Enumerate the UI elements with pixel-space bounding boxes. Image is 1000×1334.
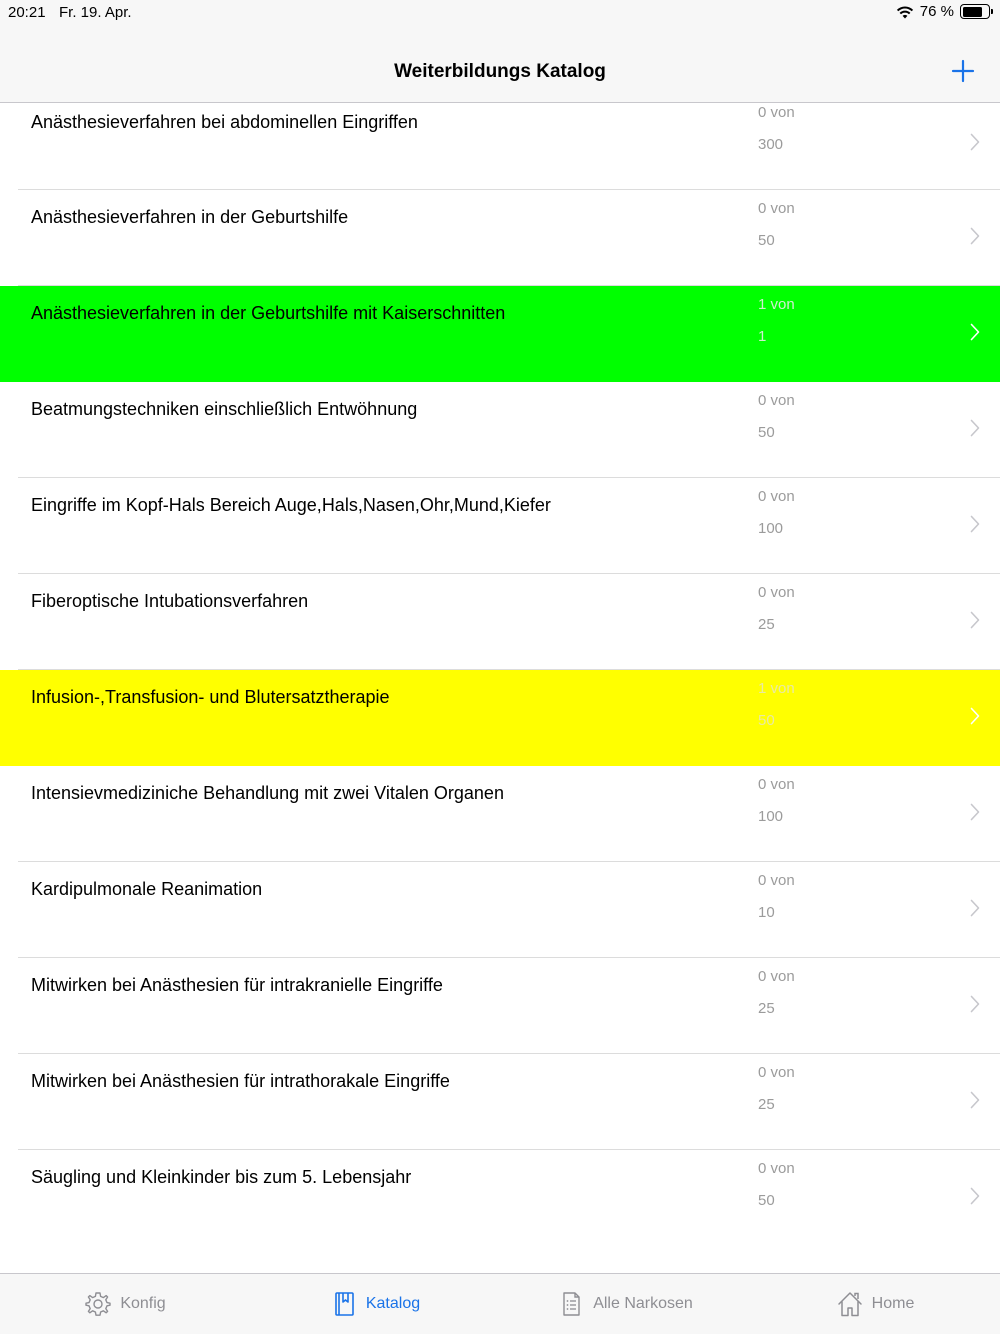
chevron-right-icon bbox=[970, 611, 980, 629]
catalog-row[interactable] bbox=[0, 1054, 1000, 1150]
row-count: 0 von bbox=[758, 872, 795, 889]
row-title: Anästhesieverfahren bei abdominellen Eingriffen bbox=[31, 112, 418, 132]
row-count: 1 von bbox=[758, 296, 795, 313]
page-title: Weiterbildungs Katalog bbox=[394, 61, 606, 82]
catalog-row[interactable] bbox=[0, 670, 1000, 766]
add-button[interactable] bbox=[948, 56, 978, 86]
row-total: 50 bbox=[758, 712, 775, 729]
status-date: Fr. 19. Apr. bbox=[59, 4, 132, 21]
row-total: 300 bbox=[758, 136, 784, 153]
navigation-bar bbox=[0, 42, 1000, 103]
chevron-right-icon bbox=[970, 803, 980, 821]
tab-label: Home bbox=[871, 1295, 915, 1312]
row-count: 1 von bbox=[758, 680, 795, 697]
catalog-row[interactable] bbox=[0, 286, 1000, 382]
catalog-row[interactable] bbox=[0, 478, 1000, 574]
row-total: 1 bbox=[758, 328, 767, 345]
row-title: Eingriffe im Kopf-Hals Bereich Auge,Hals,Nasen,Ohr,Mund,Kiefer bbox=[31, 495, 551, 515]
status-time: 20:21 bbox=[8, 4, 46, 21]
catalog-row[interactable] bbox=[0, 190, 1000, 286]
chevron-right-icon bbox=[970, 515, 980, 533]
row-count: 0 von bbox=[758, 392, 795, 409]
tab-konfig[interactable] bbox=[0, 1274, 250, 1334]
row-total: 100 bbox=[758, 808, 784, 825]
home-icon bbox=[836, 1290, 864, 1318]
chevron-right-icon bbox=[970, 133, 980, 151]
book-icon bbox=[330, 1290, 358, 1318]
row-title: Mitwirken bei Anästhesien für intrakranielle Eingriffe bbox=[31, 975, 443, 995]
row-total: 50 bbox=[758, 232, 775, 249]
catalog-row[interactable] bbox=[0, 958, 1000, 1054]
chevron-right-icon bbox=[970, 899, 980, 917]
chevron-right-icon bbox=[970, 1187, 980, 1205]
chevron-right-icon bbox=[970, 323, 980, 341]
row-total: 50 bbox=[758, 1192, 775, 1209]
tab-label: Konfig bbox=[120, 1295, 166, 1312]
row-total: 25 bbox=[758, 616, 775, 633]
row-total: 10 bbox=[758, 904, 775, 921]
row-title: Intensievmediziniche Behandlung mit zwei Vitalen Organen bbox=[31, 783, 504, 803]
row-total: 25 bbox=[758, 1096, 775, 1113]
row-total: 100 bbox=[758, 520, 784, 537]
row-count: 0 von bbox=[758, 1064, 795, 1081]
row-total: 50 bbox=[758, 424, 775, 441]
catalog-list[interactable] bbox=[0, 103, 1000, 1273]
catalog-row[interactable] bbox=[0, 1150, 1000, 1246]
plus-icon bbox=[953, 61, 973, 81]
battery-icon bbox=[960, 4, 990, 19]
row-title: Mitwirken bei Anästhesien für intrathorakale Eingriffe bbox=[31, 1071, 450, 1091]
chevron-right-icon bbox=[970, 419, 980, 437]
list-document-icon bbox=[557, 1290, 585, 1318]
chevron-right-icon bbox=[970, 995, 980, 1013]
row-count: 0 von bbox=[758, 968, 795, 985]
row-title: Fiberoptische Intubationsverfahren bbox=[31, 591, 309, 611]
row-title: Anästhesieverfahren in der Geburtshilfe mit Kaiserschnitten bbox=[31, 303, 506, 323]
row-title: Säugling und Kleinkinder bis zum 5. Lebensjahr bbox=[31, 1167, 412, 1187]
row-title: Kardipulmonale Reanimation bbox=[31, 879, 263, 899]
catalog-row[interactable] bbox=[0, 574, 1000, 670]
status-bar bbox=[0, 0, 1000, 42]
tab-label: Katalog bbox=[365, 1295, 421, 1312]
row-title: Beatmungstechniken einschließlich Entwöhnung bbox=[31, 399, 418, 419]
catalog-row[interactable] bbox=[0, 103, 1000, 190]
chevron-right-icon bbox=[970, 707, 980, 725]
battery-percent: 76 % bbox=[919, 3, 954, 20]
tab-home[interactable] bbox=[750, 1274, 1000, 1334]
catalog-row[interactable] bbox=[0, 766, 1000, 862]
row-count: 0 von bbox=[758, 776, 795, 793]
tab-bar bbox=[0, 1273, 1000, 1334]
gear-icon bbox=[84, 1290, 112, 1318]
row-count: 0 von bbox=[758, 1160, 795, 1177]
catalog-row[interactable] bbox=[0, 862, 1000, 958]
tab-label: Alle Narkosen bbox=[593, 1295, 693, 1312]
chevron-right-icon bbox=[970, 227, 980, 245]
tab-alle-narkosen[interactable] bbox=[500, 1274, 750, 1334]
catalog-row[interactable] bbox=[0, 382, 1000, 478]
status-right bbox=[896, 3, 990, 20]
row-count: 0 von bbox=[758, 104, 795, 121]
row-count: 0 von bbox=[758, 200, 795, 217]
row-title: Anästhesieverfahren in der Geburtshilfe bbox=[31, 207, 349, 227]
tab-katalog[interactable] bbox=[250, 1274, 500, 1334]
chevron-right-icon bbox=[970, 1091, 980, 1109]
row-count: 0 von bbox=[758, 488, 795, 505]
row-title: Infusion-,Transfusion- und Blutersatztherapie bbox=[31, 687, 390, 707]
row-count: 0 von bbox=[758, 584, 795, 601]
row-total: 25 bbox=[758, 1000, 775, 1017]
wifi-icon bbox=[896, 5, 914, 19]
